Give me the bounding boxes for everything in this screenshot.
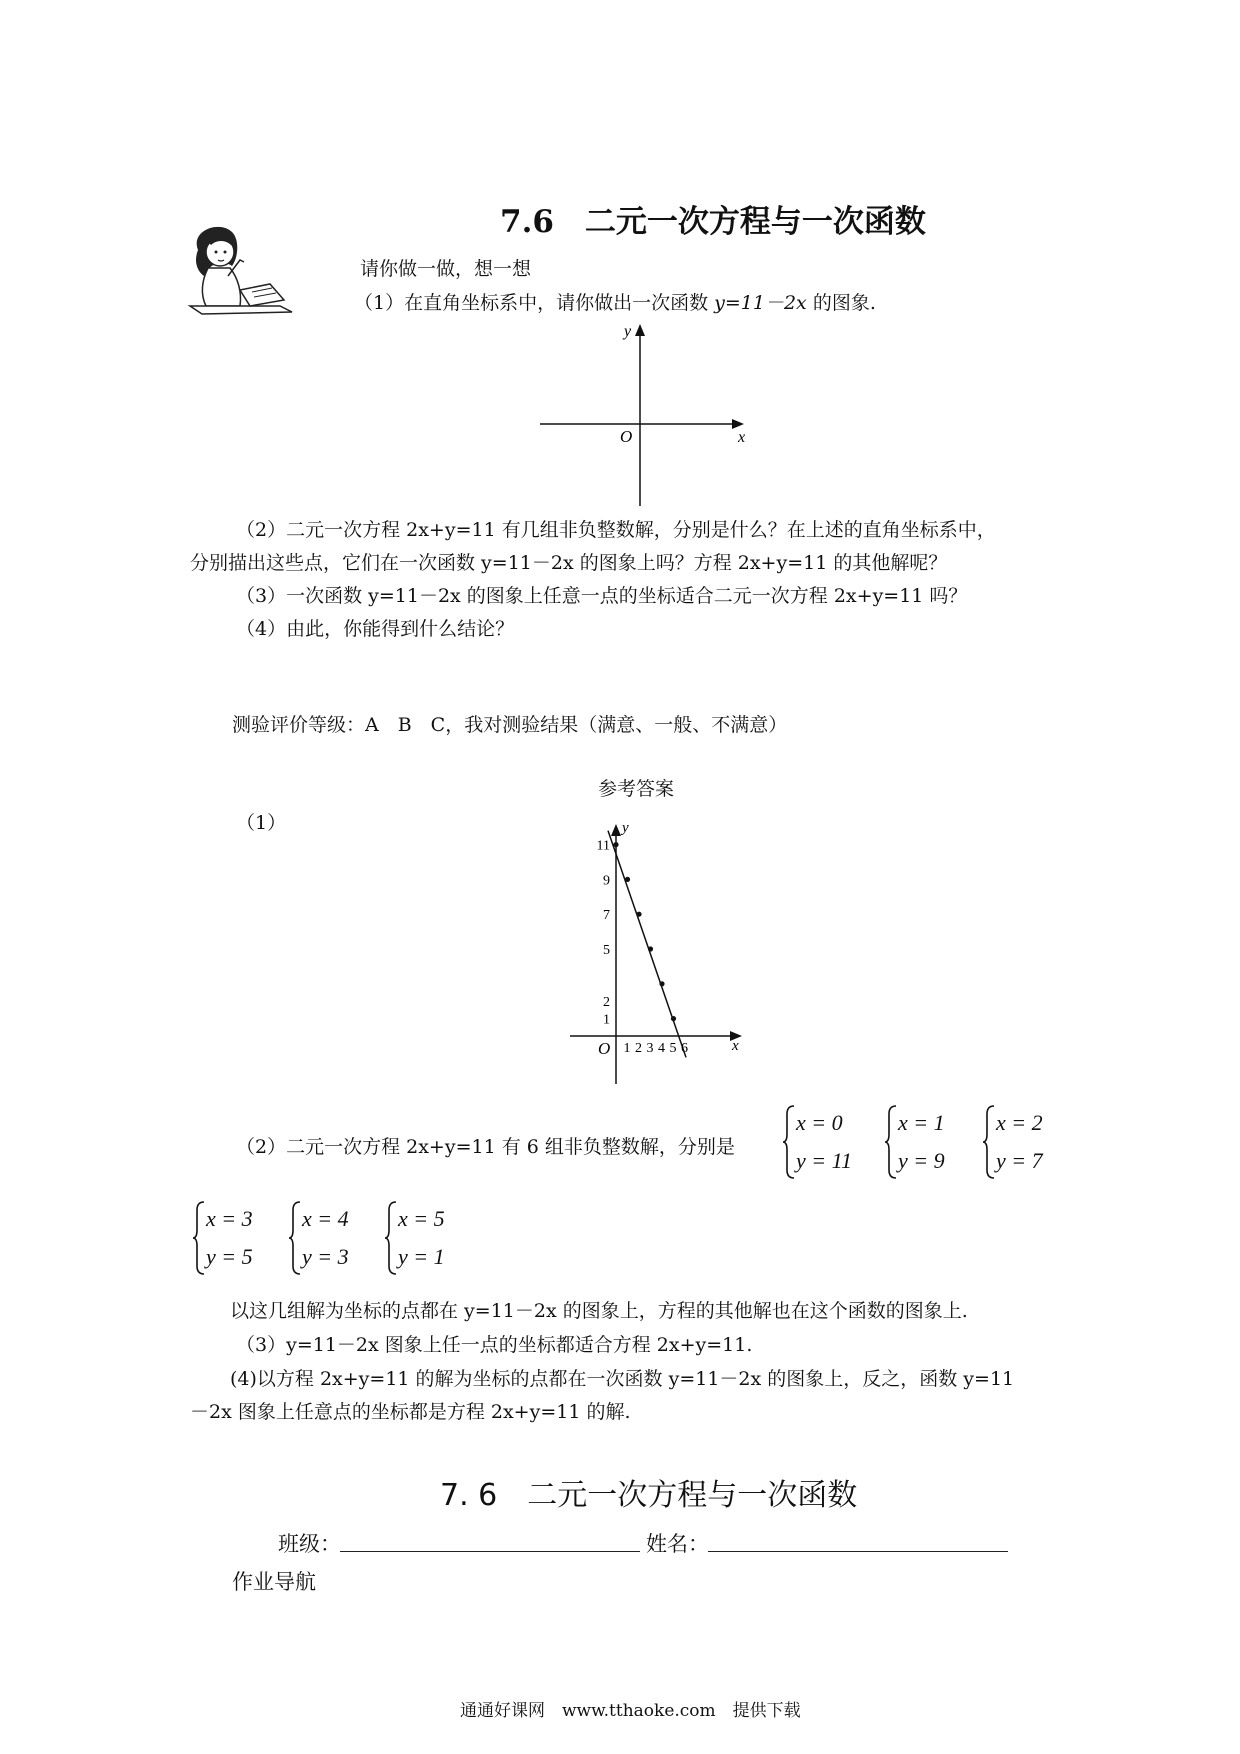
y-axis-arrow bbox=[611, 824, 621, 836]
solution-y: y = 9 bbox=[898, 1148, 945, 1173]
y-tick-label: 7 bbox=[603, 908, 610, 924]
name-label: 姓名： bbox=[646, 1532, 709, 1556]
origin-label: O bbox=[598, 1039, 611, 1058]
class-label: 班级： bbox=[278, 1532, 341, 1556]
solution-system-3 bbox=[982, 1104, 1082, 1180]
question-4: （4）由此，你能得到什么结论？ bbox=[236, 618, 515, 640]
solution-y: y = 7 bbox=[996, 1148, 1043, 1173]
solution-system-2 bbox=[884, 1104, 984, 1180]
answer-4-line-2: －2x 图象上任意点的坐标都是方程 2x+y=11 的解. bbox=[190, 1401, 631, 1423]
answer-graph bbox=[560, 810, 760, 1090]
intro-text: 请你做一做，想一想 bbox=[360, 258, 532, 280]
homework-guide-label: 作业导航 bbox=[232, 1570, 316, 1594]
x-tick-label: 2 bbox=[635, 1041, 642, 1056]
solution-x: x = 0 bbox=[796, 1110, 843, 1135]
empty-coordinate-axes bbox=[540, 320, 760, 510]
solution-y: y = 11 bbox=[796, 1148, 852, 1173]
solution-y: y = 1 bbox=[398, 1244, 445, 1269]
solution-x: x = 1 bbox=[898, 1110, 945, 1135]
left-brace bbox=[192, 1200, 206, 1276]
data-point bbox=[636, 912, 641, 917]
y-tick-label: 1 bbox=[603, 1012, 610, 1028]
question-3: （3）一次函数 y=11－2x 的图象上任意一点的坐标适合二元一次方程 2x+y=11 吗？ bbox=[236, 585, 968, 607]
solution-y: y = 5 bbox=[206, 1244, 253, 1269]
answers-heading: 参考答案 bbox=[598, 778, 675, 800]
solution-y: y = 3 bbox=[302, 1244, 349, 1269]
solution-x: x = 2 bbox=[996, 1110, 1043, 1135]
question-2-line-1: （2）二元一次方程 2x+y=11 有几组非负整数解，分别是什么？在上述的直角坐标系中， bbox=[236, 519, 996, 541]
name-blank-line bbox=[708, 1551, 1008, 1552]
class-blank-line bbox=[340, 1551, 640, 1552]
data-point bbox=[625, 877, 630, 882]
answer-1-label: （1） bbox=[236, 812, 287, 834]
solution-system-5 bbox=[288, 1200, 388, 1276]
solution-x: x = 4 bbox=[302, 1206, 349, 1231]
answer-2-intro: （2）二元一次方程 2x+y=11 有 6 组非负整数解，分别是 bbox=[236, 1136, 735, 1158]
left-brace bbox=[982, 1104, 996, 1180]
y-axis-label: y bbox=[624, 323, 632, 340]
answer-2-conclusion: 以这几组解为坐标的点都在 y=11－2x 的图象上，方程的其他解也在这个函数的图象上. bbox=[230, 1300, 968, 1322]
solution-x: x = 5 bbox=[398, 1206, 445, 1231]
x-axis-arrow bbox=[732, 419, 744, 429]
question-2-line-2: 分别描出这些点，它们在一次函数 y=11－2x 的图象上吗？方程 2x+y=11 的其他解呢？ bbox=[190, 552, 948, 574]
girl-reading-illustration bbox=[180, 220, 300, 320]
x-tick-label: 1 bbox=[623, 1041, 631, 1056]
left-brace bbox=[782, 1104, 796, 1180]
y-tick-label: 2 bbox=[603, 995, 610, 1011]
page-title: 7.6 二元一次方程与一次函数 bbox=[500, 204, 926, 240]
origin-label: O bbox=[620, 427, 633, 446]
function-line bbox=[608, 831, 686, 1058]
y-tick-label: 5 bbox=[603, 943, 610, 958]
x-axis-label: x bbox=[738, 429, 746, 446]
left-brace bbox=[884, 1104, 898, 1180]
y-tick-label: 11 bbox=[596, 838, 610, 854]
question-1: （1）在直角坐标系中，请你做出一次函数 y=11－2x 的图象. bbox=[354, 292, 876, 314]
x-tick-label: 4 bbox=[658, 1041, 665, 1056]
x-tick-label: 6 bbox=[681, 1041, 688, 1056]
data-point bbox=[659, 981, 664, 986]
answer-3: （3）y=11－2x 图象上任一点的坐标都适合方程 2x+y=11. bbox=[236, 1334, 753, 1356]
footer: 通通好课网 www.tthaoke.com 提供下载 bbox=[460, 1701, 801, 1721]
evaluation-line: 测验评价等级：A B C，我对测验结果（满意、一般、不满意） bbox=[232, 714, 788, 736]
y-tick-label: 9 bbox=[603, 873, 610, 889]
left-brace bbox=[288, 1200, 302, 1276]
data-point bbox=[671, 1016, 676, 1021]
data-point bbox=[648, 946, 653, 951]
x-tick-label: 5 bbox=[669, 1041, 677, 1056]
solution-system-1 bbox=[782, 1104, 882, 1180]
y-axis-label: y bbox=[622, 820, 629, 836]
data-point bbox=[613, 842, 618, 847]
solution-system-4 bbox=[192, 1200, 292, 1276]
x-tick-label: 3 bbox=[646, 1041, 654, 1056]
left-brace bbox=[384, 1200, 398, 1276]
solution-system-6 bbox=[384, 1200, 484, 1276]
homework-title: 7. 6 二元一次方程与一次函数 bbox=[440, 1478, 858, 1513]
solution-x: x = 3 bbox=[206, 1206, 253, 1231]
y-axis-arrow bbox=[635, 324, 645, 336]
x-axis-label: x bbox=[732, 1038, 739, 1054]
answer-4-line-1: (4)以方程 2x+y=11 的解为坐标的点都在一次函数 y=11－2x 的图象上，反之，函数 y=11 bbox=[230, 1368, 1015, 1390]
